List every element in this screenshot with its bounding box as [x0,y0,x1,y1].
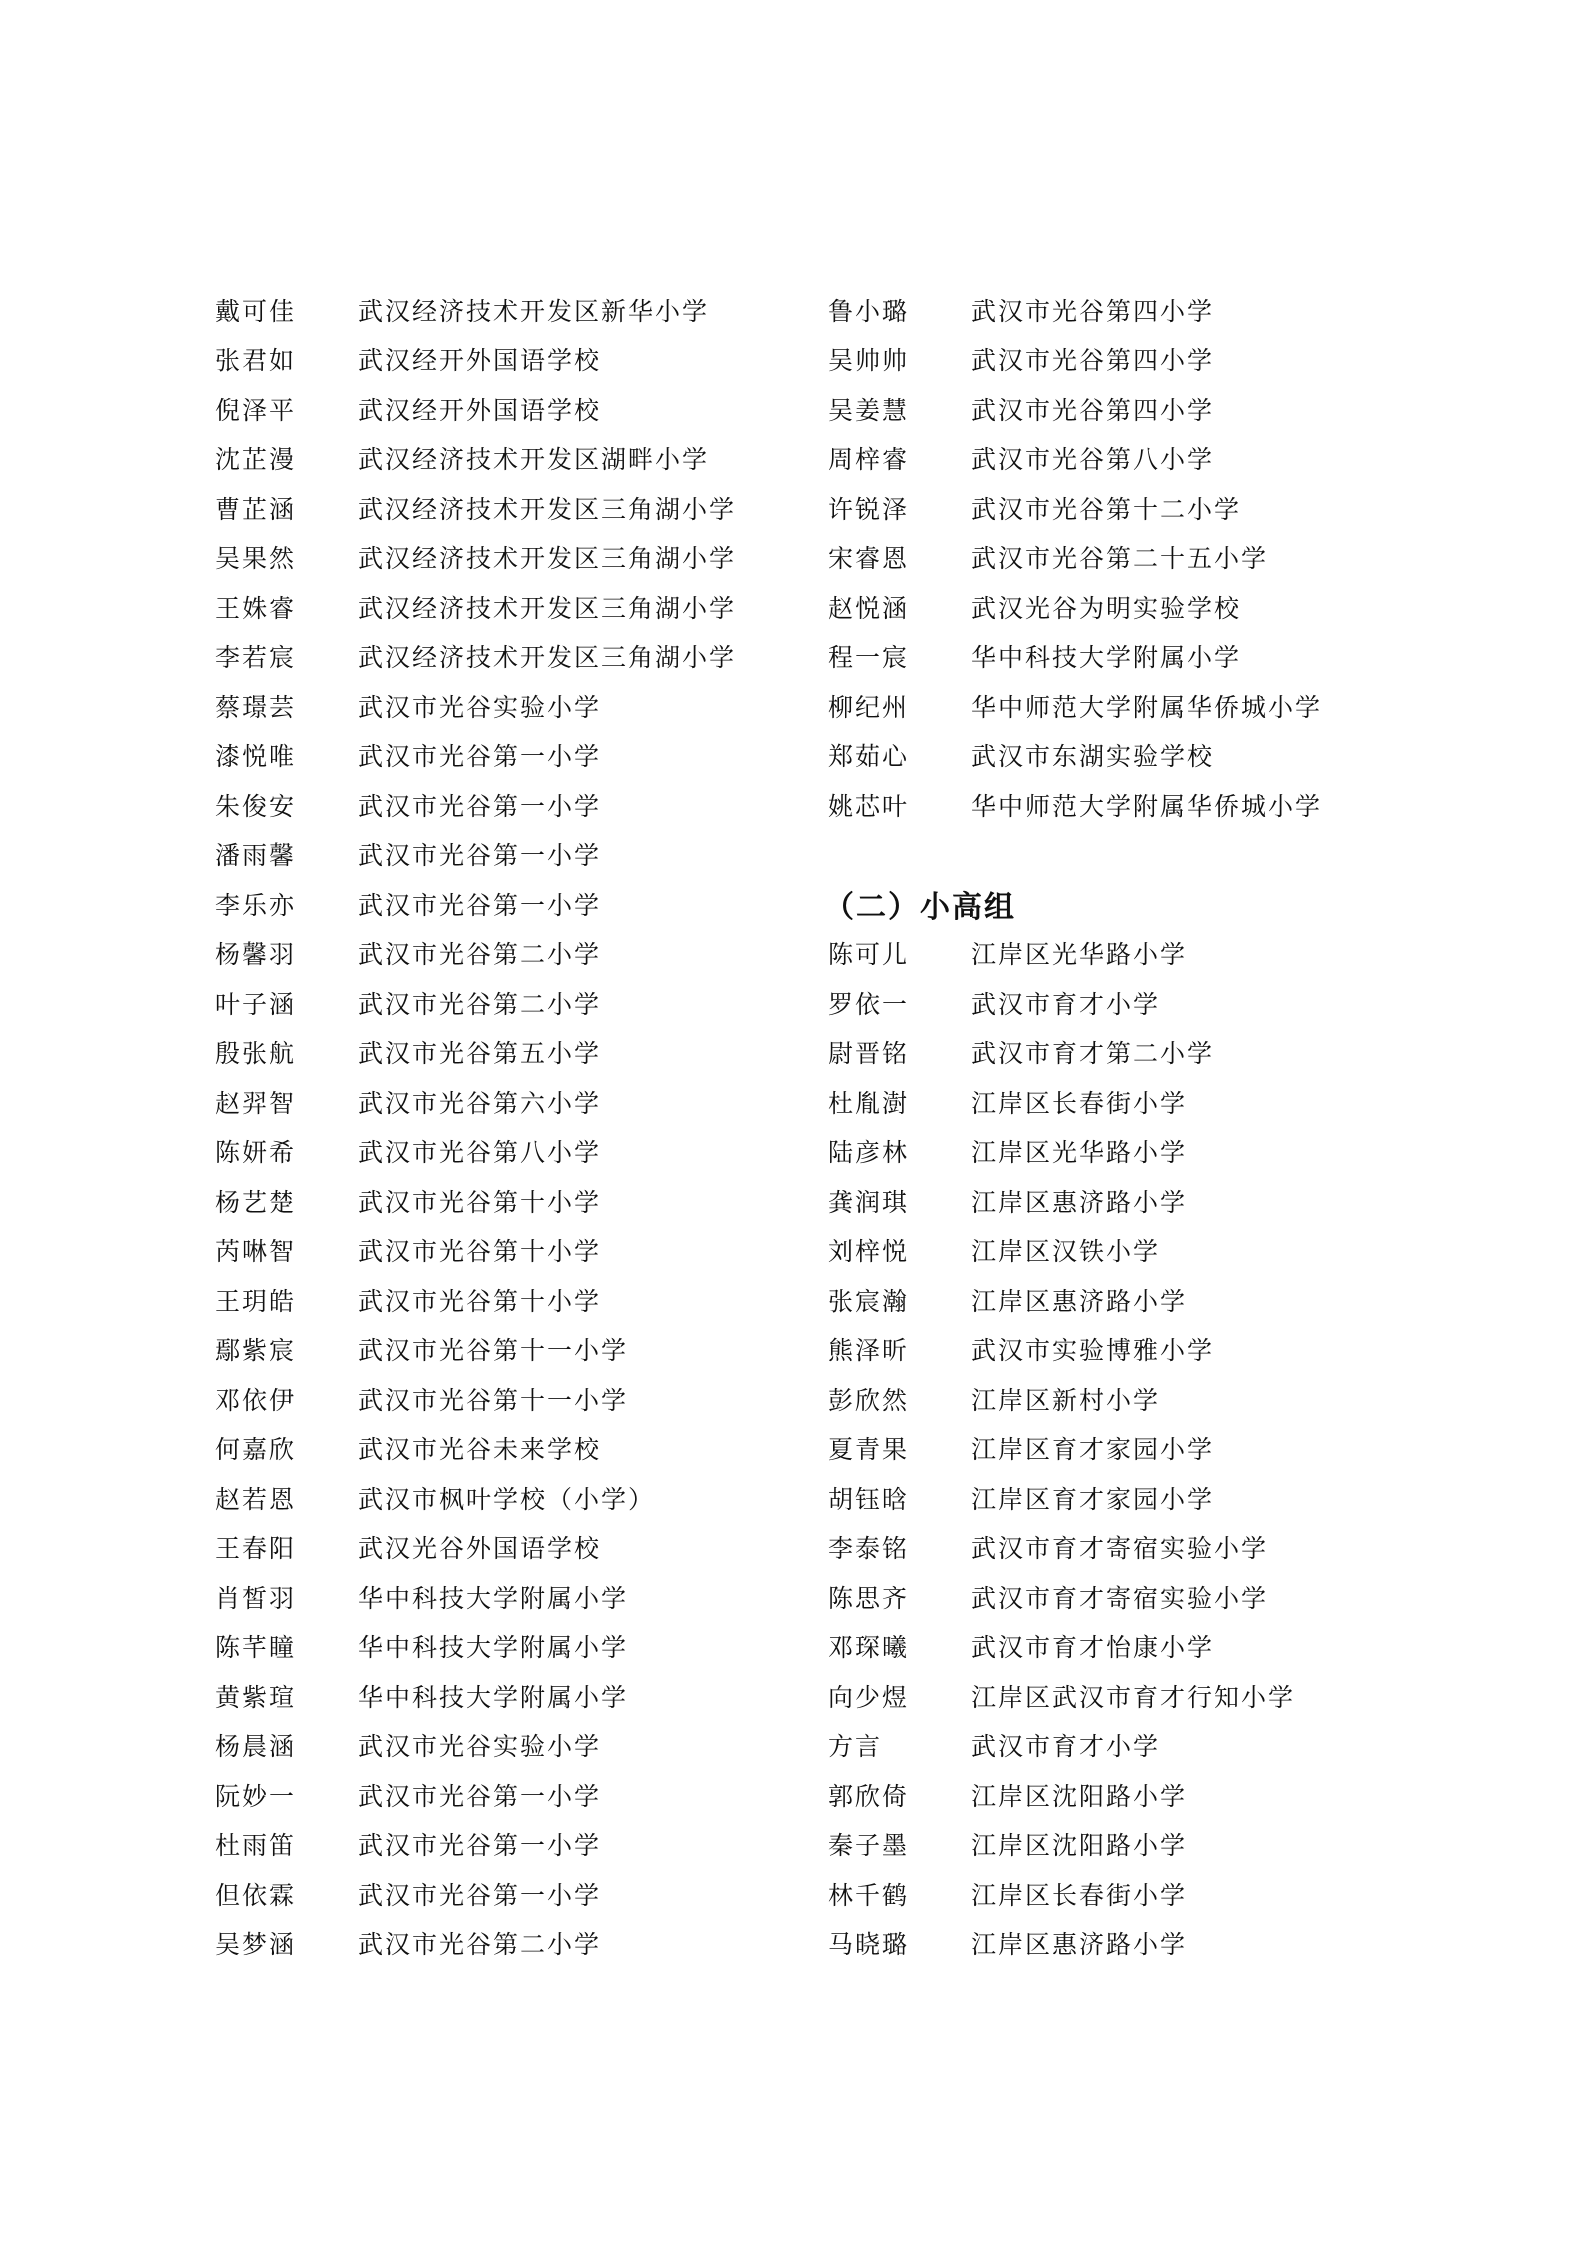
list-item [828,335,1448,385]
school-name: 江岸区沈阳路小学 [971,1781,1188,1811]
school-name: 华中科技大学附属小学 [358,1583,629,1613]
list-item [215,1721,775,1771]
student-name: 夏青果 [828,1435,910,1465]
student-name: 王姝睿 [215,593,297,623]
student-name: 赵羿智 [215,1088,297,1118]
list-item [828,285,1448,335]
student-name: 杜雨笛 [215,1831,297,1861]
school-name: 江岸区光华路小学 [971,940,1188,970]
student-name: 熊泽昕 [828,1336,910,1366]
student-name: 曹芷涵 [215,494,297,524]
student-name: 郑茹心 [828,742,910,772]
school-name: 江岸区惠济路小学 [971,1286,1188,1316]
student-name: 宋睿恩 [828,544,910,574]
student-name: 黄紫瑄 [215,1682,297,1712]
student-name: 马晓璐 [828,1930,910,1960]
list-item [215,582,775,632]
list-item [215,335,775,385]
school-name: 武汉市光谷第一小学 [358,890,602,920]
school-name: 武汉市光谷第二小学 [358,1930,602,1960]
school-name: 武汉市光谷实验小学 [358,1732,602,1762]
school-name: 江岸区长春街小学 [971,1880,1188,1910]
list-item [215,1127,775,1177]
school-name: 江岸区武汉市育才行知小学 [971,1682,1296,1712]
student-name: 邓依伊 [215,1385,297,1415]
student-name: 鄢紫宸 [215,1336,297,1366]
list-item [828,533,1448,583]
right-column-bottom-list [828,929,1448,1969]
list-item [828,632,1448,682]
school-name: 武汉市光谷第十二小学 [971,494,1242,524]
school-name: 武汉经济技术开发区三角湖小学 [358,494,737,524]
list-item [215,1671,775,1721]
list-item [828,1374,1448,1424]
school-name: 江岸区新村小学 [971,1385,1161,1415]
school-name: 武汉市光谷实验小学 [358,692,602,722]
student-name: 吴梦涵 [215,1930,297,1960]
student-name: 龚润琪 [828,1187,910,1217]
student-name: 姚芯叶 [828,791,910,821]
school-name: 武汉市育才寄宿实验小学 [971,1534,1269,1564]
student-name: 向少煜 [828,1682,910,1712]
school-name: 武汉市枫叶学校（小学） [358,1484,656,1514]
school-name: 武汉经济技术开发区新华小学 [358,296,710,326]
school-name: 武汉市育才小学 [971,989,1161,1019]
student-name: 戴可佳 [215,296,297,326]
school-name: 武汉市光谷第二小学 [358,940,602,970]
list-item [215,1473,775,1523]
school-name: 江岸区惠济路小学 [971,1187,1188,1217]
student-name: 赵悦涵 [828,593,910,623]
student-name: 周梓睿 [828,445,910,475]
list-item [215,1919,775,1969]
list-item [828,1721,1448,1771]
student-name: 但依霖 [215,1880,297,1910]
student-name: 吴果然 [215,544,297,574]
school-name: 武汉市光谷第十小学 [358,1187,602,1217]
list-item [215,1770,775,1820]
student-name: 李若宸 [215,643,297,673]
school-name: 武汉市光谷第一小学 [358,841,602,871]
student-name: 方言 [828,1732,883,1762]
student-name: 陆彦林 [828,1138,910,1168]
list-item [215,879,775,929]
student-name: 芮啉智 [215,1237,297,1267]
school-name: 武汉光谷外国语学校 [358,1534,602,1564]
school-name: 江岸区光华路小学 [971,1138,1188,1168]
student-name: 朱俊安 [215,791,297,821]
school-name: 华中师范大学附属华侨城小学 [971,692,1323,722]
list-item [828,978,1448,1028]
student-name: 郭欣倚 [828,1781,910,1811]
list-item [215,1572,775,1622]
school-name: 武汉市光谷第四小学 [971,346,1215,376]
school-name: 武汉市光谷未来学校 [358,1435,602,1465]
student-name: 何嘉欣 [215,1435,297,1465]
list-item [828,1028,1448,1078]
student-name: 漆悦唯 [215,742,297,772]
school-name: 武汉市育才小学 [971,1732,1161,1762]
student-name: 杜胤澍 [828,1088,910,1118]
school-name: 江岸区长春街小学 [971,1088,1188,1118]
list-item [215,533,775,583]
student-name: 陈思齐 [828,1583,910,1613]
list-item [828,384,1448,434]
school-name: 华中科技大学附属小学 [971,643,1242,673]
list-item [828,780,1448,830]
student-name: 杨馨羽 [215,940,297,970]
right-column-top-list [828,285,1448,830]
school-name: 武汉经开外国语学校 [358,346,602,376]
student-name: 阮妙一 [215,1781,297,1811]
right-column [824,285,1448,1968]
student-name: 王玥皓 [215,1286,297,1316]
list-item [828,731,1448,781]
list-item [215,1028,775,1078]
list-item [828,1226,1448,1276]
school-name: 武汉市光谷第十一小学 [358,1385,629,1415]
student-name: 殷张航 [215,1039,297,1069]
student-name: 吴姜慧 [828,395,910,425]
school-name: 华中科技大学附属小学 [358,1682,629,1712]
list-item [828,1869,1448,1919]
school-name: 武汉市光谷第八小学 [971,445,1215,475]
student-name: 许锐泽 [828,494,910,524]
list-item [215,632,775,682]
school-name: 武汉市光谷第一小学 [358,1831,602,1861]
school-name: 江岸区惠济路小学 [971,1930,1188,1960]
list-item [828,681,1448,731]
school-name: 武汉市东湖实验学校 [971,742,1215,772]
school-name: 武汉经开外国语学校 [358,395,602,425]
school-name: 江岸区育才家园小学 [971,1484,1215,1514]
student-name: 倪泽平 [215,395,297,425]
list-item [828,1820,1448,1870]
school-name: 武汉经济技术开发区三角湖小学 [358,544,737,574]
school-name: 武汉市光谷第十小学 [358,1286,602,1316]
list-item [215,1523,775,1573]
list-item [215,1622,775,1672]
school-name: 武汉经济技术开发区三角湖小学 [358,643,737,673]
student-name: 李乐亦 [215,890,297,920]
student-name: 陈妍希 [215,1138,297,1168]
list-item [215,285,775,335]
list-item [215,731,775,781]
school-name: 江岸区育才家园小学 [971,1435,1215,1465]
list-item [828,1077,1448,1127]
student-name: 林千鹤 [828,1880,910,1910]
list-item [215,1275,775,1325]
school-name: 武汉市育才怡康小学 [971,1633,1215,1663]
student-name: 潘雨馨 [215,841,297,871]
list-item [215,483,775,533]
student-name: 鲁小璐 [828,296,910,326]
school-name: 武汉市光谷第一小学 [358,742,602,772]
list-item [828,1127,1448,1177]
student-name: 陈芊瞳 [215,1633,297,1663]
school-name: 武汉经济技术开发区三角湖小学 [358,593,737,623]
student-name: 叶子涵 [215,989,297,1019]
list-item [215,1424,775,1474]
student-name: 刘梓悦 [828,1237,910,1267]
section-gap [828,830,1448,880]
list-item [828,1671,1448,1721]
school-name: 武汉市光谷第八小学 [358,1138,602,1168]
list-item [215,780,775,830]
list-item [828,1919,1448,1969]
school-name: 武汉光谷为明实验学校 [971,593,1242,623]
student-name: 沈芷漫 [215,445,297,475]
school-name: 武汉市育才寄宿实验小学 [971,1583,1269,1613]
student-name: 杨艺楚 [215,1187,297,1217]
school-name: 武汉市光谷第十一小学 [358,1336,629,1366]
school-name: 华中科技大学附属小学 [358,1633,629,1663]
list-item [215,1077,775,1127]
school-name: 江岸区沈阳路小学 [971,1831,1188,1861]
list-item [828,1325,1448,1375]
list-item [215,830,775,880]
list-item [828,483,1448,533]
list-item [215,1325,775,1375]
student-name: 柳纪州 [828,692,910,722]
list-item [215,929,775,979]
list-item [215,978,775,1028]
list-item [828,434,1448,484]
school-name: 江岸区汉铁小学 [971,1237,1161,1267]
list-item [828,1176,1448,1226]
student-name: 肖皙羽 [215,1583,297,1613]
section-heading: （二）小高组 [824,889,1016,925]
student-name: 张君如 [215,346,297,376]
list-item [828,1473,1448,1523]
school-name: 武汉经济技术开发区湖畔小学 [358,445,710,475]
list-item [215,681,775,731]
school-name: 武汉市光谷第六小学 [358,1088,602,1118]
list-item [215,1176,775,1226]
list-item [828,1770,1448,1820]
list-item [828,929,1448,979]
school-name: 武汉市光谷第一小学 [358,1781,602,1811]
list-item [215,1226,775,1276]
list-item [828,1523,1448,1573]
school-name: 武汉市实验博雅小学 [971,1336,1215,1366]
list-item [215,1869,775,1919]
school-name: 武汉市光谷第十小学 [358,1237,602,1267]
school-name: 华中师范大学附属华侨城小学 [971,791,1323,821]
student-name: 罗依一 [828,989,910,1019]
school-name: 武汉市育才第二小学 [971,1039,1215,1069]
list-item [828,1622,1448,1672]
school-name: 武汉市光谷第一小学 [358,1880,602,1910]
student-name: 蔡璟芸 [215,692,297,722]
list-item [215,434,775,484]
school-name: 武汉市光谷第二十五小学 [971,544,1269,574]
student-name: 彭欣然 [828,1385,910,1415]
list-item [828,1572,1448,1622]
student-name: 尉晋铭 [828,1039,910,1069]
list-item [215,384,775,434]
student-name: 李泰铭 [828,1534,910,1564]
school-name: 武汉市光谷第四小学 [971,395,1215,425]
student-name: 赵若恩 [215,1484,297,1514]
school-name: 武汉市光谷第二小学 [358,989,602,1019]
student-name: 张宸瀚 [828,1286,910,1316]
student-name: 胡钰晗 [828,1484,910,1514]
student-name: 王春阳 [215,1534,297,1564]
list-item [828,1424,1448,1474]
student-name: 杨晨涵 [215,1732,297,1762]
student-name: 陈可儿 [828,940,910,970]
list-item [215,1374,775,1424]
student-name: 邓琛曦 [828,1633,910,1663]
school-name: 武汉市光谷第四小学 [971,296,1215,326]
school-name: 武汉市光谷第五小学 [358,1039,602,1069]
student-name: 程一宸 [828,643,910,673]
student-name: 秦子墨 [828,1831,910,1861]
left-column [215,285,775,1968]
list-item [828,582,1448,632]
student-name: 吴帅帅 [828,346,910,376]
list-item [828,1275,1448,1325]
school-name: 武汉市光谷第一小学 [358,791,602,821]
list-item [215,1820,775,1870]
